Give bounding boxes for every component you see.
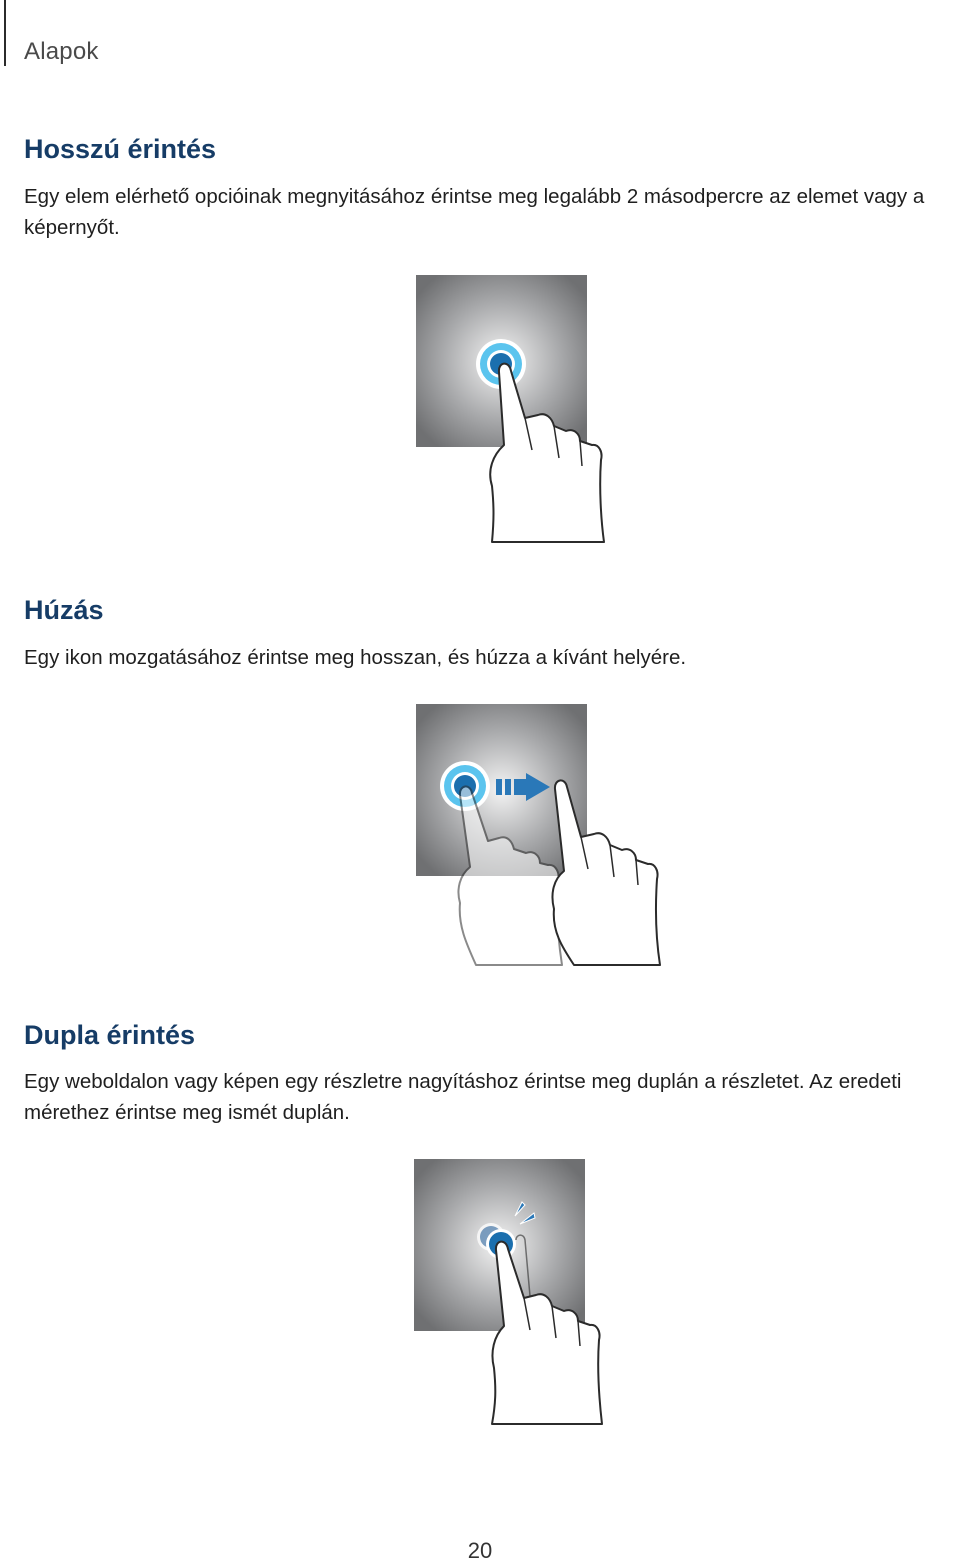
chapter-label: Alapok	[24, 38, 99, 65]
header-divider	[4, 0, 6, 66]
section-title-drag: Húzás	[24, 595, 104, 625]
section-body-long-press: Egy elem elérhető opcióinak megnyitásához érintse meg legalább 2 másodpercre az elemet vagy a képernyőt.	[24, 185, 925, 239]
page-number: 20	[467, 1538, 493, 1563]
section-title-double-tap: Dupla érintés	[24, 1020, 196, 1050]
long-press-gesture-icon	[414, 274, 614, 546]
section-body-double-tap: Egy weboldalon vagy képen egy részletre nagyításhoz érintse meg duplán a részletet. Az eredeti mérethez érintse meg ismét duplán.	[24, 1070, 902, 1124]
section-body-drag: Egy ikon mozgatásához érintse meg hosszan, és húzza a kívánt helyére.	[24, 646, 687, 669]
section-title-long-press: Hosszú érintés	[24, 134, 217, 164]
double-tap-gesture-icon	[412, 1158, 612, 1428]
drag-gesture-icon	[414, 703, 664, 969]
hand-end	[552, 780, 660, 965]
